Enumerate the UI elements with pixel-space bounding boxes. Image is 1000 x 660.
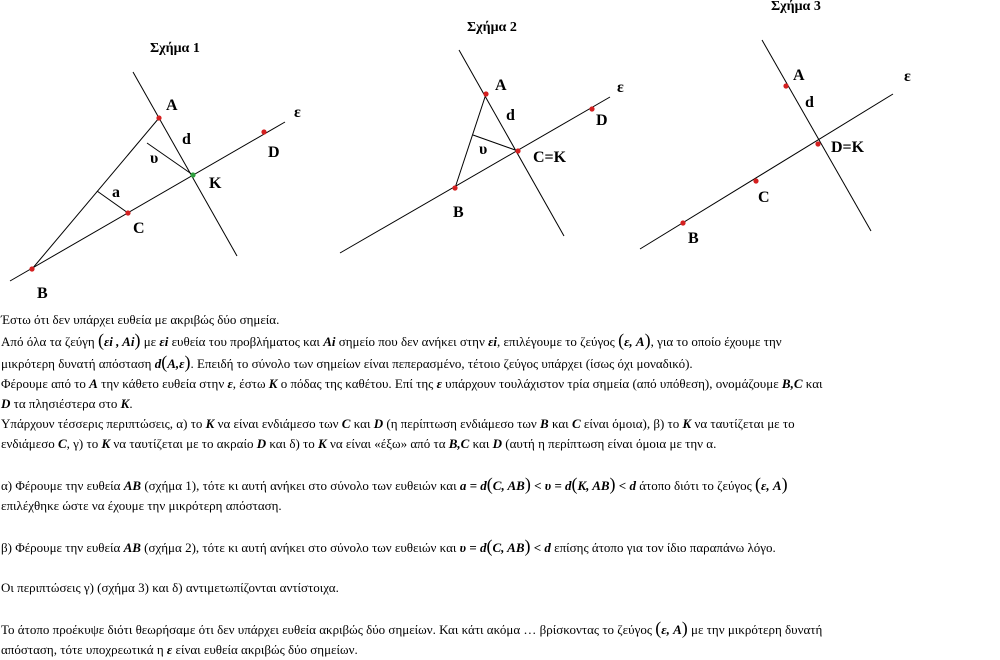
point-B bbox=[452, 185, 457, 190]
label-A: A bbox=[793, 67, 805, 84]
text-run: και bbox=[353, 416, 371, 431]
text-run: ευθεία του προβλήματος και bbox=[171, 334, 320, 349]
paren: ( bbox=[755, 474, 762, 494]
text-run: , έστω bbox=[232, 376, 266, 391]
text-run: με την μικρότερη δυνατή bbox=[691, 622, 823, 637]
point-A bbox=[783, 83, 788, 88]
text-run: είναι όμοια), β) το bbox=[583, 416, 680, 431]
label-DK: D=K bbox=[831, 139, 865, 156]
paragraph-5 bbox=[1, 394, 997, 414]
math-pair: ε, A bbox=[624, 334, 645, 349]
text-run: (σχήμα 2), τότε κι αυτή ανήκει στο σύνολο των ευθειών και bbox=[144, 540, 457, 555]
text-run: να είναι ενδιάμεσο των bbox=[217, 416, 339, 431]
text-run: και bbox=[551, 416, 569, 431]
math-var: ε bbox=[436, 376, 442, 391]
point-A bbox=[483, 91, 488, 96]
paragraph-10 bbox=[1, 536, 997, 558]
label-epsilon: ε bbox=[617, 79, 624, 96]
text-run: Φέρουμε από το bbox=[1, 376, 86, 391]
paragraph-8 bbox=[1, 474, 997, 496]
math-var: D bbox=[256, 436, 267, 451]
text-run: την κάθετο ευθεία στην bbox=[101, 376, 225, 391]
paren: ) bbox=[644, 330, 651, 350]
label-B: B bbox=[453, 204, 464, 221]
point-B bbox=[680, 220, 685, 225]
text-run: β) Φέρουμε την ευθεία bbox=[1, 540, 121, 555]
paren: ( bbox=[486, 536, 493, 556]
text-run: υπάρχουν τουλάχιστον τρία σημεία (από υπόθεση), ονομάζουμε bbox=[445, 376, 779, 391]
math-var: C bbox=[57, 436, 67, 451]
math-var: D bbox=[492, 436, 502, 451]
math-var: εi bbox=[488, 334, 498, 349]
paren: ( bbox=[161, 352, 168, 372]
math-expr: < d bbox=[533, 540, 551, 555]
figure-2-title: Σχήμα 2 bbox=[467, 20, 517, 35]
text-run: ενδιάμεσο bbox=[1, 436, 55, 451]
line-epsilon bbox=[340, 97, 610, 253]
figures-panel bbox=[0, 0, 1000, 305]
figure-3-title: Σχήμα 3 bbox=[771, 0, 821, 14]
text-run: και δ) το bbox=[269, 436, 315, 451]
label-d: d bbox=[805, 94, 814, 111]
math-var: B,C bbox=[448, 436, 470, 451]
math-var: AB bbox=[123, 540, 141, 555]
paren: ) bbox=[524, 536, 531, 556]
paren: ( bbox=[655, 618, 662, 638]
math-expr: < d bbox=[618, 478, 636, 493]
line-epsilon bbox=[640, 94, 893, 249]
math-var: K bbox=[205, 416, 215, 431]
point-DK bbox=[815, 141, 820, 146]
label-C: C bbox=[133, 220, 145, 237]
line-AB bbox=[32, 118, 159, 269]
math-var: B bbox=[540, 416, 549, 431]
math-arg: C, AB bbox=[492, 478, 525, 493]
math-var: K bbox=[268, 376, 278, 391]
paren: ) bbox=[184, 352, 191, 372]
paren: ) bbox=[609, 474, 616, 494]
spacer bbox=[1, 516, 997, 536]
text-run: , για το οποίο έχουμε την bbox=[650, 334, 782, 349]
paren: ) bbox=[134, 330, 141, 350]
paragraph-2 bbox=[1, 330, 997, 352]
figure-1 bbox=[10, 41, 301, 302]
text-run: (αυτή η περίπτωση είναι όμοια με την α. bbox=[505, 436, 717, 451]
text-run: Το άτοπο προέκυψε διότι θεωρήσαμε ότι δεν υπάρχει ευθεία ακριβώς δύο σημείων. Και κάτι ακόμα … βρίσκοντας το ζεύγος bbox=[1, 622, 652, 637]
point-D bbox=[261, 129, 266, 134]
spacer bbox=[1, 598, 997, 618]
label-K: K bbox=[209, 175, 222, 192]
text-run: , επιλέγουμε το ζεύγος bbox=[497, 334, 615, 349]
math-expr: < υ = d bbox=[534, 478, 572, 493]
text-run: . Επειδή το σύνολο των σημείων είναι πεπερασμένο, τέτοιο ζεύγος υπάρχει (ίσως όχι μοναδικό). bbox=[190, 356, 693, 371]
math-pair: ε, A bbox=[761, 478, 782, 493]
paragraph-12 bbox=[1, 618, 997, 640]
math-pair: εi , Ai bbox=[103, 334, 135, 349]
text-run: και bbox=[805, 376, 823, 391]
point-A bbox=[156, 115, 161, 120]
point-K bbox=[190, 172, 195, 177]
text-run: (η περίπτωση ενδιάμεσο των bbox=[386, 416, 537, 431]
text-run: α) Φέρουμε την ευθεία bbox=[1, 478, 121, 493]
math-pair: ε, A bbox=[661, 622, 682, 637]
figure-2 bbox=[340, 20, 624, 253]
text-run: και bbox=[472, 436, 490, 451]
label-d: d bbox=[506, 107, 515, 124]
math-var: K bbox=[318, 436, 327, 451]
paragraph-3 bbox=[1, 352, 997, 374]
line-perpendicular bbox=[133, 72, 237, 256]
text-run: . bbox=[129, 396, 133, 411]
paragraph-4 bbox=[1, 374, 997, 394]
text-run: Υπάρχουν τέσσερις περιπτώσεις, α) το bbox=[1, 416, 203, 431]
math-var: ε bbox=[166, 642, 173, 657]
paren: ) bbox=[524, 474, 531, 494]
point-D bbox=[589, 106, 594, 111]
text-run: είναι ευθεία ακριβώς δύο σημείων. bbox=[175, 642, 358, 657]
math-var: D bbox=[373, 416, 384, 431]
figure-1-title: Σχήμα 1 bbox=[150, 41, 200, 56]
paren: ) bbox=[781, 474, 788, 494]
text-run: Από όλα τα ζεύγη bbox=[1, 334, 95, 349]
line-perpendicular bbox=[459, 50, 564, 236]
label-epsilon: ε bbox=[294, 104, 301, 121]
label-B: B bbox=[688, 230, 699, 247]
point-C bbox=[753, 178, 758, 183]
paragraph-11: Οι περιπτώσεις γ) (σχήμα 3) και δ) αντιμετωπίζονται αντίστοιχα. bbox=[1, 580, 339, 595]
paragraph-1: Έστω ότι δεν υπάρχει ευθεία με ακριβώς δύο σημεία. bbox=[1, 312, 280, 327]
math-arg: K, AB bbox=[577, 478, 610, 493]
paren: ( bbox=[486, 474, 493, 494]
text-run: επίσης άτοπο για τον ίδιο παραπάνω λόγο. bbox=[554, 540, 776, 555]
math-var: ε bbox=[227, 376, 233, 391]
spacer bbox=[1, 558, 997, 578]
text-run: να είναι «έξω» από τα bbox=[329, 436, 446, 451]
paren: ( bbox=[571, 474, 578, 494]
math-expr: a = d bbox=[459, 478, 487, 493]
math-var: B,C bbox=[781, 376, 803, 391]
math-var: C bbox=[341, 416, 351, 431]
label-C: C bbox=[758, 189, 770, 206]
label-A: A bbox=[495, 77, 507, 94]
text-run: με bbox=[143, 334, 157, 349]
math-var: AB bbox=[123, 478, 142, 493]
line-perpendicular bbox=[762, 40, 871, 231]
proof-text bbox=[1, 310, 997, 660]
math-var: D bbox=[1, 396, 11, 411]
text-run: , γ) το bbox=[66, 436, 99, 451]
text-run: (σχήμα 1), τότε κι αυτή ανήκει στο σύνολο των ευθειών και bbox=[144, 478, 457, 493]
label-u: υ bbox=[479, 141, 488, 158]
text-run: ο πόδας της καθέτου. Επί της bbox=[280, 376, 434, 391]
math-var: K bbox=[101, 436, 111, 451]
text-run: σημείο που δεν ανήκει στην bbox=[338, 334, 485, 349]
text-run: να ταυτίζεται με το ακραίο bbox=[113, 436, 254, 451]
paren: ) bbox=[681, 618, 688, 638]
math-var: C bbox=[571, 416, 581, 431]
line-epsilon bbox=[10, 122, 285, 281]
paragraph-7 bbox=[1, 434, 997, 454]
math-var: εi bbox=[159, 334, 169, 349]
paren: ( bbox=[97, 330, 104, 350]
text-run: τα πλησιέστερα στο bbox=[13, 396, 118, 411]
text-run: άτοπο διότι το ζεύγος bbox=[639, 478, 752, 493]
spacer bbox=[1, 454, 997, 474]
label-B: B bbox=[37, 285, 48, 302]
math-expr: d bbox=[154, 356, 162, 371]
point-C bbox=[125, 210, 130, 215]
label-D: D bbox=[268, 144, 280, 161]
text-run: να ταυτίζεται με το bbox=[694, 416, 795, 431]
math-var: A bbox=[89, 376, 98, 391]
label-u: υ bbox=[150, 150, 159, 167]
math-arg: C, AB bbox=[492, 540, 525, 555]
point-CK bbox=[515, 148, 520, 153]
math-expr: υ = d bbox=[459, 540, 487, 555]
math-var: K bbox=[682, 416, 692, 431]
paren: ( bbox=[618, 330, 625, 350]
math-var: K bbox=[120, 396, 130, 411]
text-run: μικρότερη δυνατή απόσταση bbox=[1, 356, 152, 371]
label-CK: C=K bbox=[533, 149, 567, 166]
label-A: A bbox=[166, 97, 178, 114]
label-D: D bbox=[596, 112, 608, 129]
paragraph-13 bbox=[1, 640, 997, 660]
label-epsilon: ε bbox=[904, 68, 911, 85]
point-B bbox=[29, 266, 34, 271]
math-arg: A,ε bbox=[167, 356, 185, 371]
figure-3 bbox=[640, 0, 911, 249]
math-var: Ai bbox=[323, 334, 336, 349]
label-d: d bbox=[182, 131, 191, 148]
text-run: απόσταση, τότε υποχρεωτικά η bbox=[1, 642, 164, 657]
label-a: a bbox=[112, 184, 120, 201]
paragraph-6 bbox=[1, 414, 997, 434]
paragraph-9: επιλέχθηκε ώστε να έχουμε την μικρότερη απόσταση. bbox=[1, 498, 282, 513]
